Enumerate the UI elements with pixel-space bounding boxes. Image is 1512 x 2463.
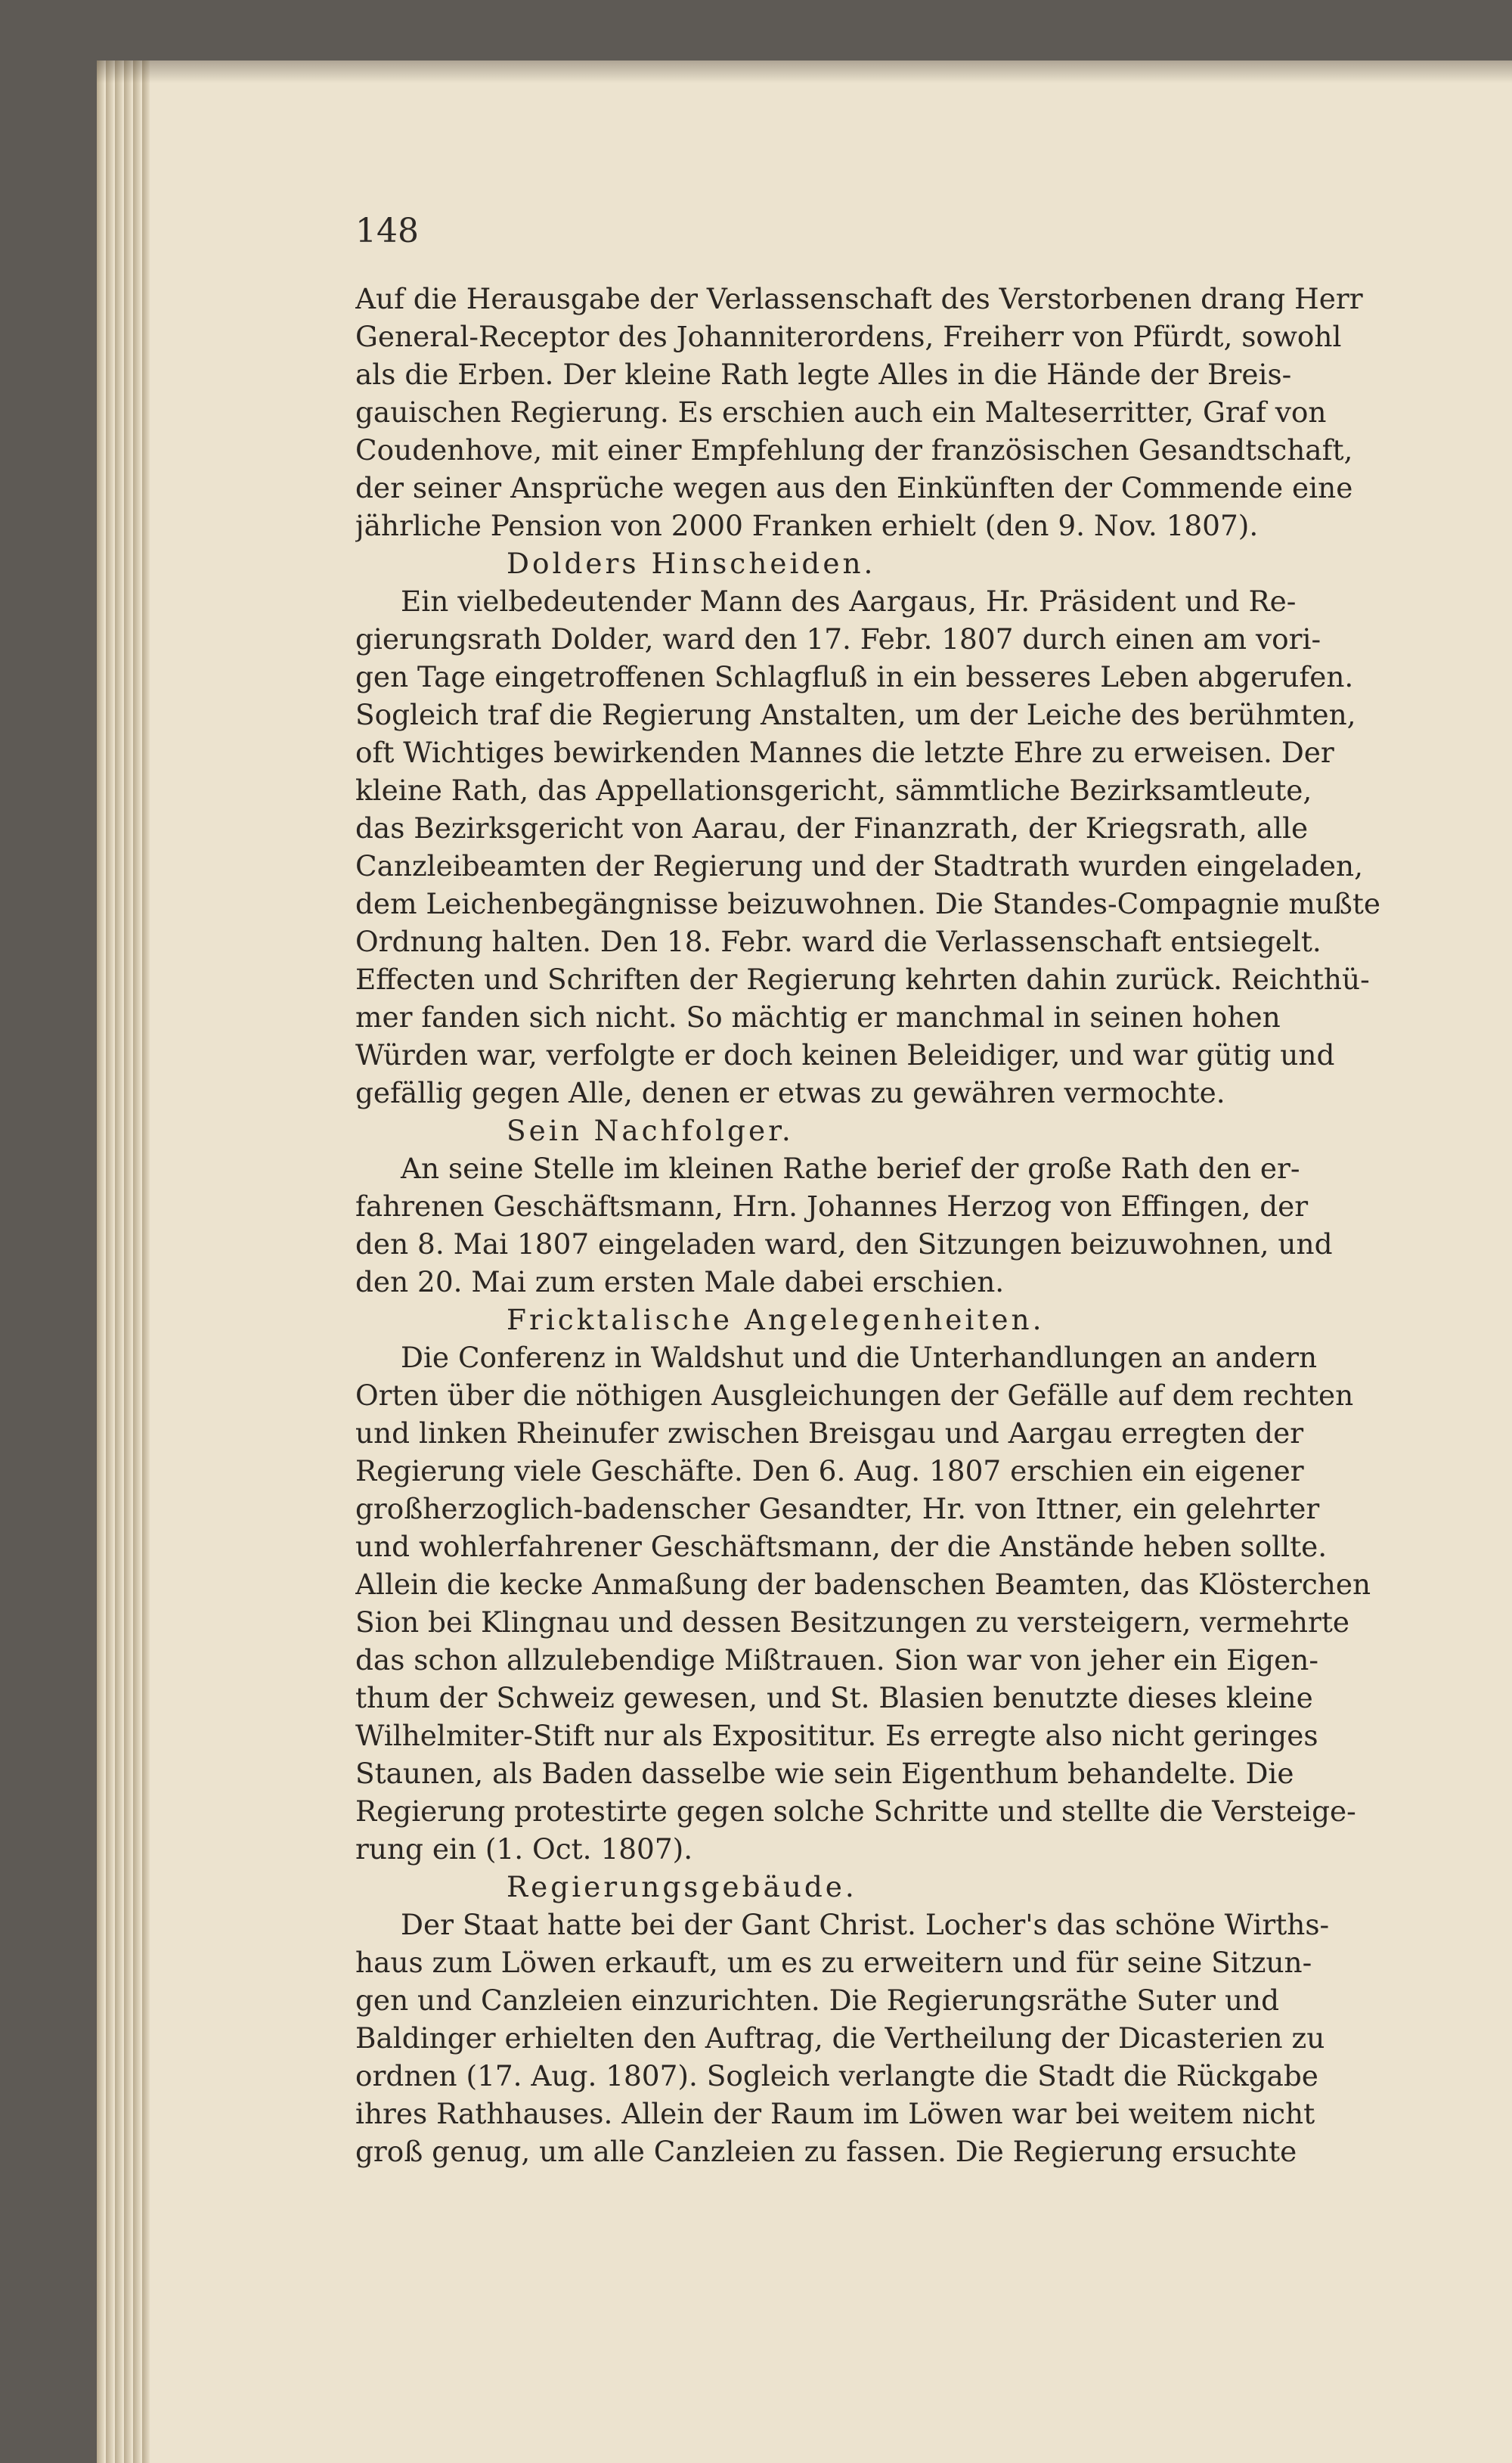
text-line: dem Leichenbegängnisse beizuwohnen. Die Standes-Compagnie mußte — [355, 887, 1381, 920]
page-number: 148 — [355, 212, 419, 250]
top-shadow — [97, 60, 1512, 83]
text-line: Orten über die nöthigen Ausgleichungen der Gefälle auf dem rechten — [355, 1379, 1354, 1412]
text-line: als die Erben. Der kleine Rath legte Alles in die Hände der Breis- — [355, 358, 1292, 391]
page-edge — [124, 60, 132, 2463]
text-line: Ein vielbedeutender Mann des Aargaus, Hr. Präsident und Re- — [401, 585, 1297, 618]
text-body — [355, 280, 1452, 2185]
text-line: jährliche Pension von 2000 Franken erhielt (den 9. Nov. 1807). — [355, 509, 1259, 542]
text-line: oft Wichtiges bewirkenden Mannes die letzte Ehre zu erweisen. Der — [355, 736, 1334, 769]
text-line: Auf die Herausgabe der Verlassenschaft des Verstorbenen drang Herr — [355, 282, 1363, 315]
text-line: rung ein (1. Oct. 1807). — [355, 1832, 693, 1866]
text-line: das schon allzulebendige Mißtrauen. Sion war von jeher ein Eigen- — [355, 1643, 1319, 1677]
text-line: kleine Rath, das Appellationsgericht, sämmtliche Bezirksamtleute, — [355, 774, 1312, 807]
text-line: Der Staat hatte bei der Gant Christ. Locher's das schöne Wirths- — [401, 1908, 1330, 1941]
text-line: Sogleich traf die Regierung Anstalten, um der Leiche des berühmten, — [355, 698, 1356, 731]
text-line: gierungsrath Dolder, ward den 17. Febr. 1807 durch einen am vori- — [355, 622, 1321, 656]
text-line: haus zum Löwen erkauft, um es zu erweitern und für seine Sitzun- — [355, 1946, 1312, 1979]
text-line: und wohlerfahrener Geschäftsmann, der die Anstände heben sollte. — [355, 1530, 1328, 1563]
section-heading: Regierungsgebäude. — [507, 1870, 857, 1903]
page-edge — [97, 60, 104, 2463]
text-line: Ordnung halten. Den 18. Febr. ward die Verlassenschaft entsiegelt. — [355, 925, 1321, 958]
text-line: Regierung viele Geschäfte. Den 6. Aug. 1807 erschien ein eigener — [355, 1454, 1304, 1487]
text-line: gen und Canzleien einzurichten. Die Regierungsräthe Suter und — [355, 1984, 1280, 2017]
text-line: und linken Rheinufer zwischen Breisgau und Aargau erregten der — [355, 1416, 1304, 1450]
page-edge — [133, 60, 141, 2463]
text-line: den 20. Mai zum ersten Male dabei erschien. — [355, 1265, 1005, 1298]
text-line: großherzoglich-badenscher Gesandter, Hr. von Ittner, ein gelehrter — [355, 1492, 1320, 1525]
section-heading: Dolders Hinscheiden. — [507, 547, 876, 580]
text-line: das Bezirksgericht von Aarau, der Finanzrath, der Kriegsrath, alle — [355, 811, 1309, 845]
page-edge — [142, 60, 150, 2463]
text-line: der seiner Ansprüche wegen aus den Einkünften der Commende eine — [355, 471, 1353, 504]
text-line: Würden war, verfolgte er doch keinen Beleidiger, und war gütig und — [355, 1038, 1335, 1072]
text-line: fahrenen Geschäftsmann, Hrn. Johannes Herzog von Effingen, der — [355, 1190, 1309, 1223]
text-line: den 8. Mai 1807 eingeladen ward, den Sitzungen beizuwohnen, und — [355, 1227, 1333, 1261]
text-line: Canzleibeamten der Regierung und der Stadtrath wurden eingeladen, — [355, 849, 1363, 883]
page-edge — [106, 60, 113, 2463]
text-line: General-Receptor des Johanniterordens, Freiherr von Pfürdt, sowohl — [355, 320, 1342, 353]
text-line: Staunen, als Baden dasselbe wie sein Eigenthum behandelte. Die — [355, 1757, 1294, 1790]
text-line: Baldinger erhielten den Auftrag, die Vertheilung der Dicasterien zu — [355, 2021, 1325, 2055]
text-line: ordnen (17. Aug. 1807). Sogleich verlangte die Stadt die Rückgabe — [355, 2059, 1318, 2092]
page-edge — [115, 60, 122, 2463]
text-line: gefällig gegen Alle, denen er etwas zu gewähren vermochte. — [355, 1076, 1225, 1109]
text-line: gen Tage eingetroffenen Schlagfluß in ein besseres Leben abgerufen. — [355, 660, 1354, 693]
text-line: mer fanden sich nicht. So mächtig er manchmal in seinen hohen — [355, 1000, 1281, 1034]
text-line: Coudenhove, mit einer Empfehlung der französischen Gesandtschaft, — [355, 433, 1353, 467]
section-heading: Sein Nachfolger. — [507, 1114, 794, 1147]
text-line: Sion bei Klingnau und dessen Besitzungen zu versteigern, vermehrte — [355, 1605, 1350, 1639]
text-line: An seine Stelle im kleinen Rathe berief der große Rath den er- — [401, 1152, 1300, 1185]
text-line: gauischen Regierung. Es erschien auch ein Malteserritter, Graf von — [355, 396, 1327, 429]
text-line: thum der Schweiz gewesen, und St. Blasien benutzte dieses kleine — [355, 1681, 1313, 1714]
text-line: Regierung protestirte gegen solche Schritte und stellte die Versteige- — [355, 1795, 1356, 1828]
section-heading: Fricktalische Angelegenheiten. — [507, 1303, 1045, 1336]
text-line: Wilhelmiter-Stift nur als Exposititur. Es erregte also nicht geringes — [355, 1719, 1318, 1752]
text-line: groß genug, um alle Canzleien zu fassen. Die Regierung ersuchte — [355, 2135, 1297, 2168]
text-line: Effecten und Schriften der Regierung kehrten dahin zurück. Reichthü- — [355, 963, 1370, 996]
text-line: ihres Rathhauses. Allein der Raum im Löwen war bei weitem nicht — [355, 2097, 1315, 2130]
text-line: Allein die kecke Anmaßung der badenschen Beamten, das Klösterchen — [355, 1568, 1371, 1601]
text-line: Die Conferenz in Waldshut und die Unterhandlungen an andern — [401, 1341, 1318, 1374]
